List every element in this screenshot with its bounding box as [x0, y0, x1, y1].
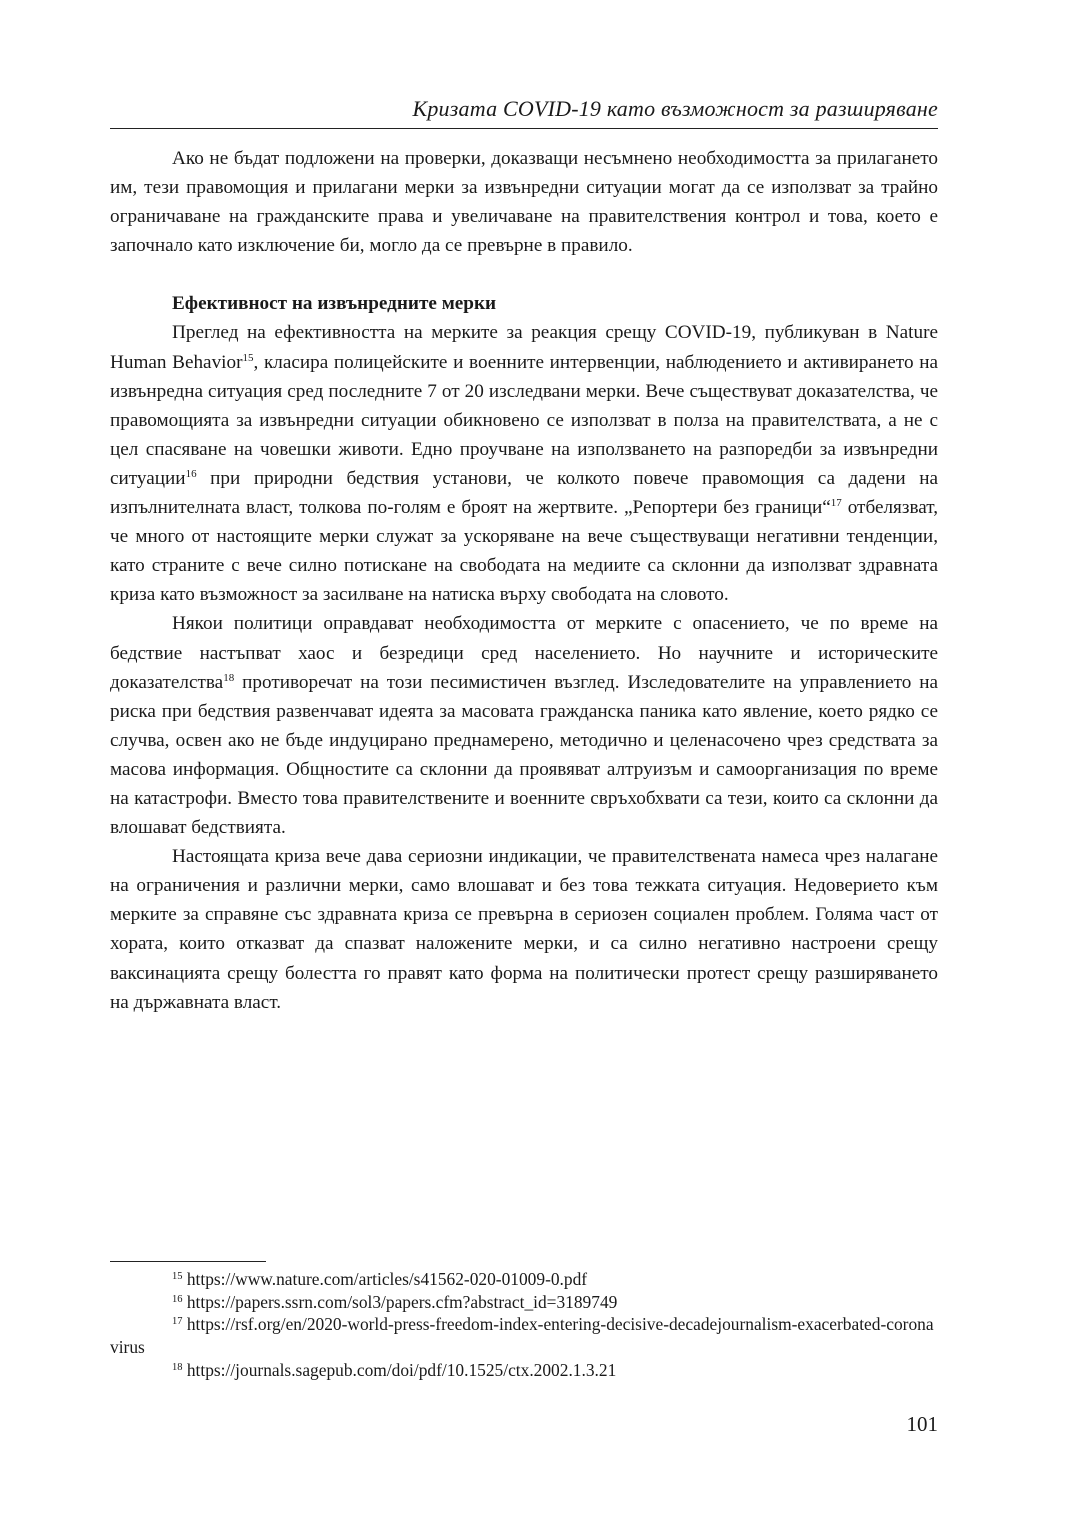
paragraph-3 [110, 609, 938, 842]
paragraph-4: Настоящата криза вече дава сериозни индикации, че правителствената намеса чрез налагане на ограничения и различни мерки, само влошават и без това тежката ситуация. Недоверието към мерките за справяне със здравната криза се превърна в сериозен социален проблем. Голяма част от хората, които отказват да спазват наложените мерки, и са силно негативно настроени срещу ваксинацията срещу болестта го правят като форма на политически протест срещу разширяването на държавната власт. [110, 846, 938, 1013]
footnote-15 [110, 1268, 938, 1291]
footnote-ref-15[interactable]: 15 [242, 351, 254, 364]
footnotes [110, 1268, 938, 1382]
footnote-ref-17[interactable]: 17 [830, 497, 842, 510]
paragraph-3-text-a: Някои политици оправдават необходимостта от мерките с опасението, че по време на бедствие настъпват хаос и безредици сред населението. Но научните и историческите доказателства [110, 613, 938, 693]
footnote-link[interactable]: https://journals.sagepub.com/doi/pdf/10.1525/ctx.2002.1.3.21 [186, 1359, 617, 1380]
footnote-18 [110, 1359, 938, 1382]
page [110, 0, 938, 1534]
running-header: Кризата COVID-19 като възможност за разширяване [412, 96, 938, 121]
footnote-separator [110, 1261, 266, 1262]
footnote-link[interactable]: https://rsf.org/en/2020-world-press-freedom-index-entering-decisive-decadejournalism-exacerbated-coronavirus [110, 1314, 934, 1358]
footnote-link[interactable]: https://papers.ssrn.com/sol3/papers.cfm?abstract_id=3189749 [186, 1291, 618, 1312]
footnote-ref-18[interactable]: 18 [223, 671, 235, 684]
footnote-17 [110, 1313, 938, 1358]
section-heading: Ефективност на извънредните мерки [172, 293, 497, 315]
paragraph-1: Ако не бъдат подложени на проверки, доказващи несъмнено необходимостта за прилагането им, тези правомощия и прилагани мерки за извънредни ситуации могат да се използват за трайно ограничаване на гражданските права и увеличаване на правителствения контрол и това, което е започнало като изключение би, могло да се превърне в правило. [110, 148, 938, 257]
footnote-number: 17 [172, 1316, 183, 1328]
paragraph-2-text-d: отбелязват, че много от настоящите мерки служат за ускоряване на вече съществуващи негативни тенденции, като страните с вече силно потискане на свободата на медиите са склонни да използват здравната криза като възможност за засилване на натиска върху свободата на словото. [110, 497, 939, 606]
paragraph-3-text-b: противоречат на този песимистичен възглед. Изследователите на управлението на риска при бедствия развенчават идеята за масовата гражданска паника като явление, което рядко се случва, освен ако не бъде индуцирано преднамерено, методично и целенасочено чрез средствата за масова информация. Общностите са склонни да проявяват алтруизъм и самоорганизация по време на катастрофи. Вместо това правителствените и военните свръхобхвати са тези, които са склонни да влошават бедствията. [110, 671, 938, 839]
body-text [110, 144, 938, 1017]
paragraph-2 [110, 318, 938, 609]
footnote-number: 16 [172, 1293, 183, 1305]
footnote-number: 18 [172, 1361, 183, 1373]
paragraph-2-text-c: при природни бедствия установи, че колкото повече правомощия са дадени на изпълнителната власт, толкова по-голям е броят на жертвите. „Репортери без граници“ [110, 467, 938, 519]
footnote-ref-16[interactable]: 16 [185, 467, 197, 480]
page-number: 101 [906, 1412, 938, 1436]
header-rule [110, 128, 938, 129]
footnote-number: 15 [172, 1271, 183, 1282]
paragraph-2-text-a: Преглед на ефективността на мерките за реакция срещу COVID-19, публикуван в Nature Human Behavior [110, 322, 938, 373]
paragraph-2-text-b: , класира полицейските и военните интервенции, наблюдението и активирането на извънредна ситуация сред последните 7 от 20 изследвани мерки. Вече съществуват доказателства, че правомощията за извънредни ситуации обикновено се използват в полза на правителствата, а не с цел спасяване на човешки животи. Едно проучване на използването на разпоредби за извънредни ситуации [110, 351, 938, 489]
footnote-link[interactable]: https://www.nature.com/articles/s41562-020-01009-0.pdf [186, 1269, 588, 1289]
footnote-16 [110, 1291, 938, 1314]
paragraph-gap [110, 260, 938, 289]
